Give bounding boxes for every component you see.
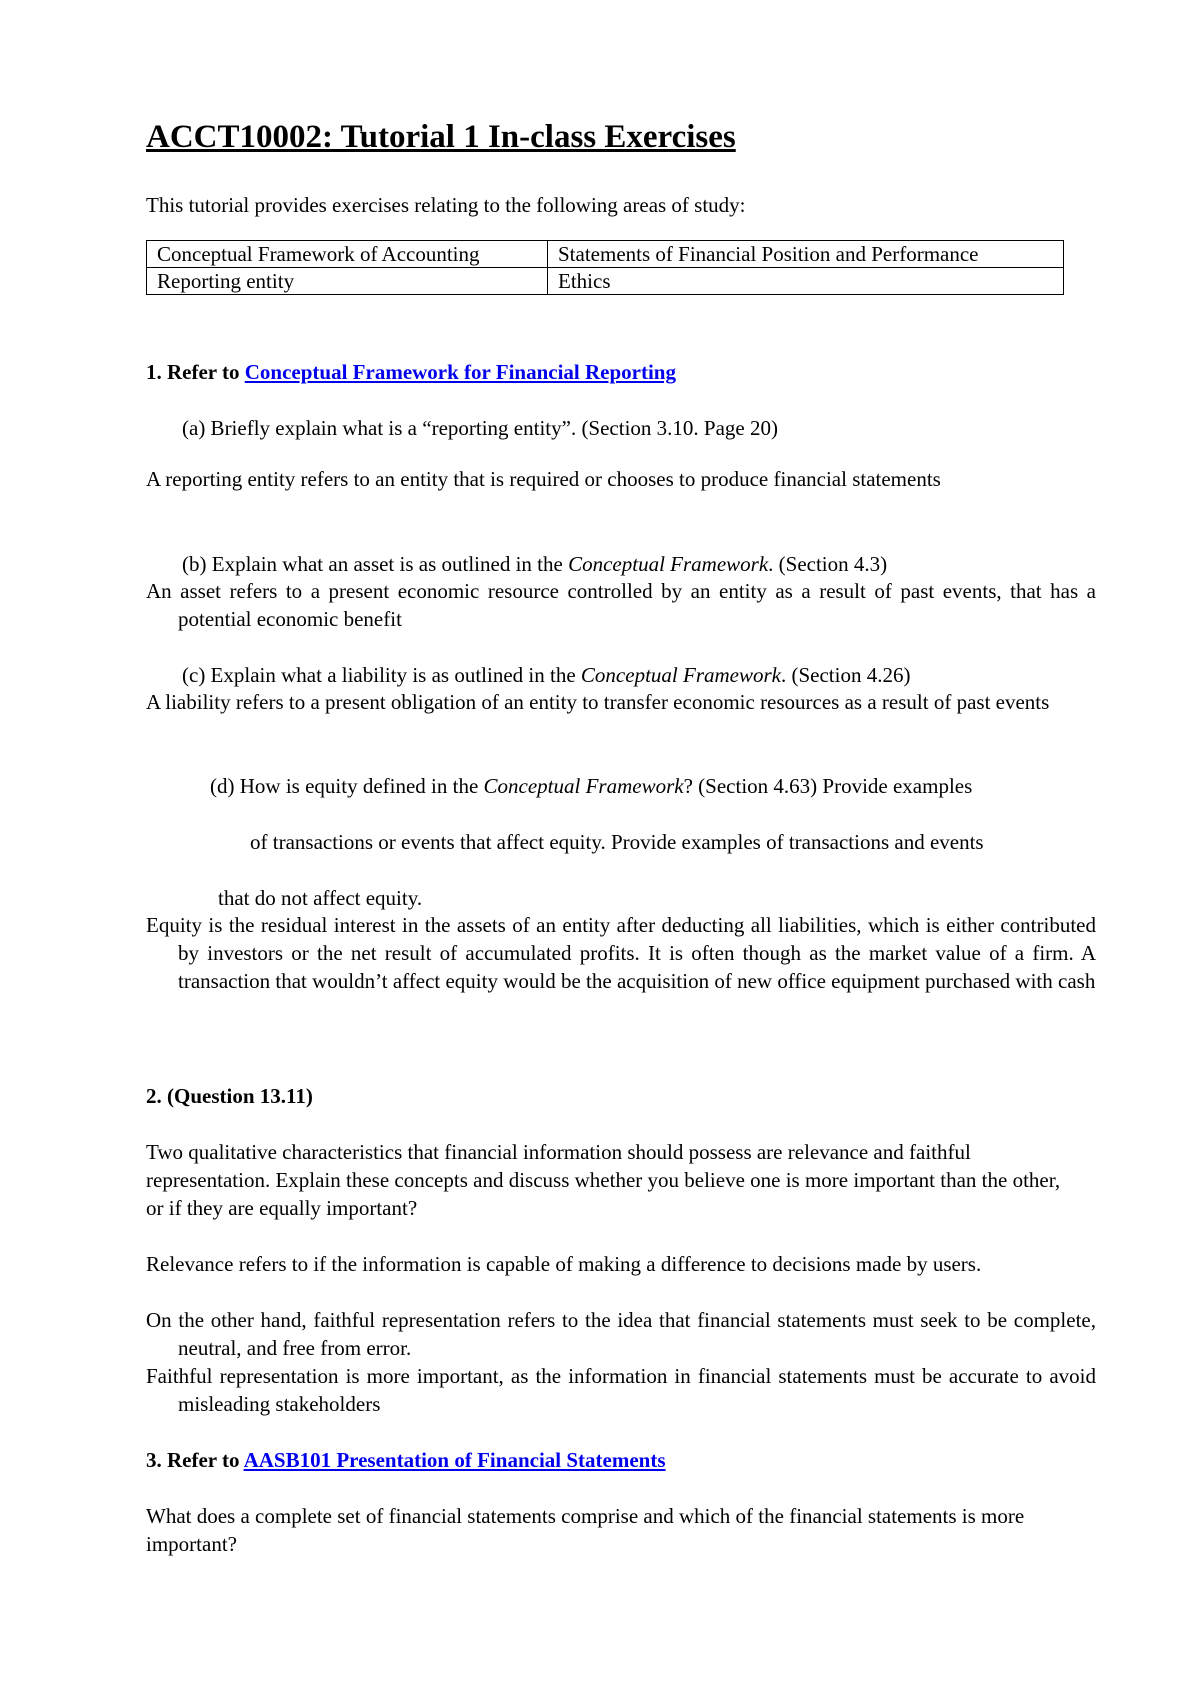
q1-heading	[146, 358, 1064, 386]
q1b-text: (b) Explain what an asset is as outlined in the	[182, 552, 569, 576]
q3-heading	[146, 1446, 1064, 1474]
table-row	[147, 241, 1064, 268]
q1d-text-end: ? (Section 4.63) Provide examples	[683, 774, 973, 798]
q1c-em: Conceptual Framework	[580, 663, 781, 687]
q1-number: 1. Refer to	[146, 360, 245, 384]
q1c-text-end: . (Section 4.26)	[780, 663, 911, 687]
q3-link[interactable]: AASB101 Presentation of Financial Statements	[243, 1448, 666, 1472]
q1b-text-end: . (Section 4.3)	[768, 552, 888, 576]
q1c-question	[182, 661, 1064, 689]
q1d-question-line1	[178, 772, 1064, 800]
table-cell: Conceptual Framework of Accounting	[147, 241, 548, 268]
q1c-answer: A liability refers to a present obligation of an entity to transfer economic resources as a result of past events	[146, 690, 1050, 714]
q1a-answer: A reporting entity refers to an entity that is required or chooses to produce financial statements	[146, 467, 941, 491]
q1a-question: (a) Briefly explain what is a “reporting entity”. (Section 3.10. Page 20)	[182, 416, 778, 440]
table-cell: Ethics	[548, 268, 1064, 295]
q2-answer-1: Relevance refers to if the information is capable of making a difference to decisions made by users.	[146, 1252, 982, 1276]
topics-table	[146, 240, 1064, 295]
q2-answer-3: Faithful representation is more important, as the information in financial statements must be accurate to avoid misleading stakeholders	[146, 1364, 1096, 1416]
q1d-em: Conceptual Framework	[483, 774, 684, 798]
q1d-text: (d) How is equity defined in the	[210, 774, 484, 798]
q1b-answer: An asset refers to a present economic resource controlled by an entity as a result of past events, that has a potential economic benefit	[146, 579, 1096, 631]
table-row	[147, 268, 1064, 295]
q2-question: Two qualitative characteristics that financial information should possess are relevance and faithful representation. Explain these concepts and discuss whether you believe one is more important than the other, or if they are equally important?	[146, 1140, 1061, 1220]
q3-number: 3. Refer to	[146, 1448, 244, 1472]
table-cell: Statements of Financial Position and Performance	[548, 241, 1064, 268]
q3-question: What does a complete set of financial statements comprise and which of the financial statements is more important?	[146, 1504, 1025, 1556]
q1b-em: Conceptual Framework	[568, 552, 769, 576]
q2-heading: 2. (Question 13.11)	[146, 1084, 313, 1108]
page-title: ACCT10002: Tutorial 1 In-class Exercises	[146, 119, 736, 155]
q1d-answer: Equity is the residual interest in the assets of an entity after deducting all liabilities, which is either contributed by investors or the net result of accumulated profits. It is often though as the market value of a firm. A transaction that wouldn’t affect equity would be the acquisition of new office equipment purchased with cash	[146, 913, 1096, 993]
q1-link[interactable]: Conceptual Framework for Financial Reporting	[244, 360, 676, 384]
q1c-text: (c) Explain what a liability is as outlined in the	[182, 663, 581, 687]
q2-answer-2: On the other hand, faithful representation refers to the idea that financial statements must seek to be complete, neutral, and free from error.	[146, 1308, 1096, 1360]
table-cell: Reporting entity	[147, 268, 548, 295]
q1b-question	[182, 550, 1064, 578]
intro-text: This tutorial provides exercises relating to the following areas of study:	[146, 193, 746, 217]
q1d-question-line2: of transactions or events that affect equity. Provide examples of transactions and events	[250, 830, 984, 854]
q1d-question-line3: that do not affect equity.	[218, 886, 423, 910]
